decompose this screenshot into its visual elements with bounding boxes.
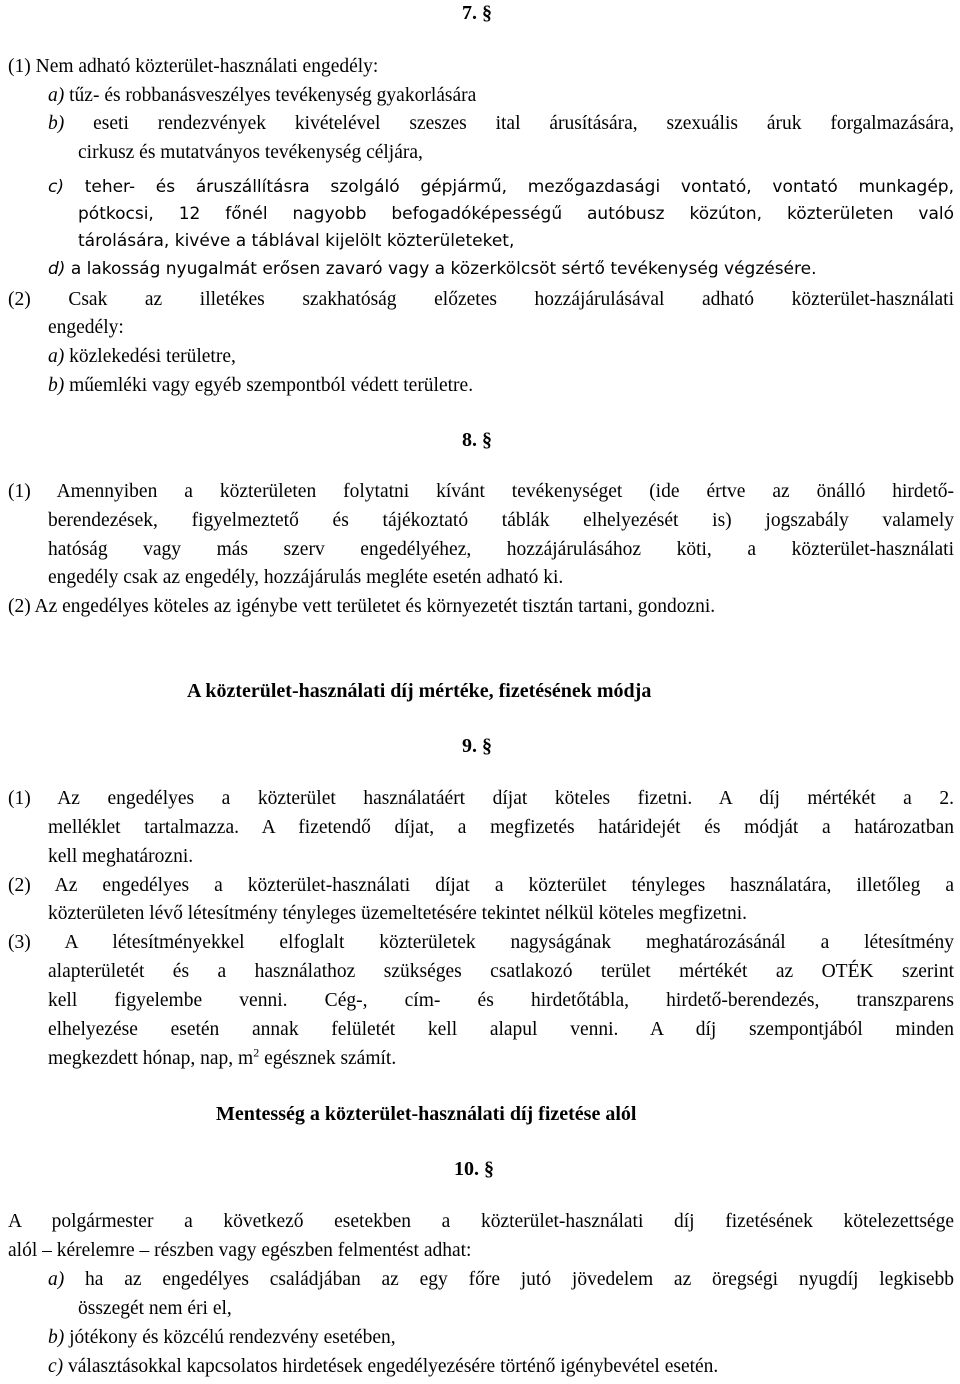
s7-item-b-2: cirkusz és mutatványos tevékenység céljára, [78, 142, 423, 163]
s7-item-d: d) a lakosság nyugalmát erősen zavaró vagy a közerkölcsöt sértő tevékenység végzésére. [48, 259, 817, 279]
exemption-title: Mentesség a közterület-használati díj fizetése alól [216, 1103, 637, 1125]
s7-item-c-3: tárolására, kivéve a táblával kijelölt közterületeket, [78, 231, 515, 251]
section-10-heading: 10. § [454, 1158, 494, 1180]
section-7-heading: 7. § [462, 2, 492, 24]
s8-p1-line2: berendezések, figyelmeztető és tájékoztató táblák elhelyezését is) jogszabály valamely [48, 510, 954, 531]
s8-p1-line3: hatóság vagy más szerv engedélyéhez, hozzájárulásához köti, a közterület-használati [48, 539, 954, 560]
s10-item-a-1: a) ha az engedélyes családjában az egy főre jutó jövedelem az öregségi nyugdíj legkisebb [48, 1269, 954, 1290]
s10-intro-line2: alól – kérelemre – részben vagy egészben felmentést adhat: [8, 1240, 472, 1261]
section-8-heading: 8. § [462, 429, 492, 451]
s9-p3-line2: alapterületét és a használathoz szükséges csatlakozó terület mértékét az OTÉK szerint [48, 961, 954, 982]
s7-item-c-2: pótkocsi, 12 főnél nagyobb befogadóképességű autóbusz közúton, közterületen való [78, 204, 954, 224]
s7-item-a: a) tűz- és robbanásveszélyes tevékenység gyakorlására [48, 85, 477, 106]
s9-p2-line1: (2) Az engedélyes a közterület-használati díjat a közterület tényleges használatára, illetőleg a [8, 875, 954, 896]
section-9-heading: 9. § [462, 735, 492, 757]
s7-item-b-1: b) eseti rendezvények kivételével szeszes ital árusítására, szexuális áruk forgalmazására, [48, 113, 954, 134]
s9-p1-line1: (1) Az engedélyes a közterület használatáért díjat köteles fizetni. A díj mértékét a 2. [8, 788, 954, 809]
s9-p3-line5: megkezdett hónap, nap, $m^2$ egésznek számít. [48, 1045, 397, 1069]
s9-p3-line4: elhelyezése esetén annak felületét kell alapul venni. A díj szempontjából minden [48, 1019, 954, 1040]
s7-p2-item-a: a) közlekedési területre, [48, 346, 236, 367]
s8-p1-line1: (1) Amennyiben a közterületen folytatni kívánt tevékenységet (ide értve az önálló hirdető- [8, 481, 954, 502]
s7-item-c-1: c) teher- és áruszállításra szolgáló gépjármű, mezőgazdasági vontató, vontató munkagép, [48, 177, 954, 197]
s9-p3-line1: (3) A létesítményekkel elfoglalt közterületek nagyságának meghatározásánál a létesítmény [8, 932, 954, 953]
s9-p3-line3: kell figyelembe venni. Cég-, cím- és hirdetőtábla, hirdető-berendezés, transzparens [48, 990, 954, 1011]
s9-p2-line2: közterületen lévő létesítmény tényleges üzemeltetésére tekintet nélkül köteles megfizetni. [48, 903, 748, 924]
s10-intro-line1: A polgármester a következő esetekben a közterület-használati díj fizetésének kötelezettsége [8, 1211, 954, 1232]
s7-p2-line2: engedély: [48, 317, 124, 338]
s9-p1-line2: melléklet tartalmazza. A fizetendő díjat, a megfizetés határidejét és módját a határozatban [48, 817, 954, 838]
s10-item-a-2: összegét nem éri el, [78, 1298, 232, 1319]
superscript-2: 2 [253, 1045, 260, 1060]
s7-p2-line1: (2) Csak az illetékes szakhatóság előzetes hozzájárulásával adható közterület-használati [8, 289, 954, 310]
fee-title: A közterület-használati díj mértéke, fizetésének módja [187, 680, 652, 702]
s9-p1-line3: kell meghatározni. [48, 846, 194, 867]
s8-p2-line1: (2) Az engedélyes köteles az igénybe vett területet és környezetét tisztán tartani, gondozni. [8, 596, 716, 617]
s8-p1-line4: engedély csak az engedély, hozzájárulás megléte esetén adható ki. [48, 567, 564, 588]
s7-p2-item-b: b) műemléki vagy egyéb szempontból védett területre. [48, 375, 474, 396]
s10-item-b: b) jótékony és közcélú rendezvény esetében, [48, 1327, 396, 1348]
s7-p1-intro: (1) Nem adható közterület-használati engedély: [8, 56, 379, 77]
s10-item-c: c) választásokkal kapcsolatos hirdetések engedélyezésére történő igénybevétel esetén. [48, 1356, 719, 1377]
